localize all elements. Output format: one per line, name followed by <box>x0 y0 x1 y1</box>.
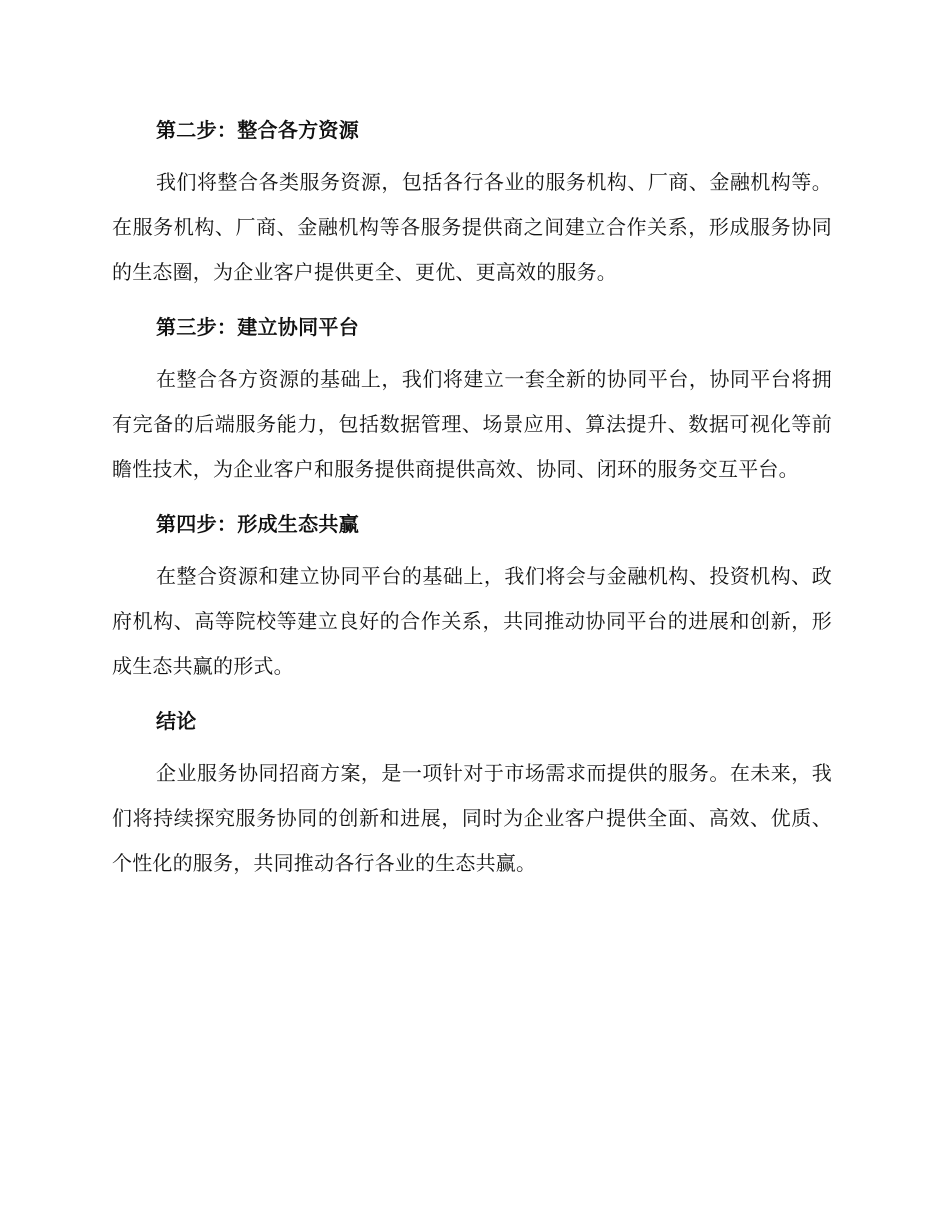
section-heading-conclusion: 结论 <box>156 709 197 733</box>
section-body-conclusion: 企业服务协同招商方案，是一项针对于市场需求而提供的服务。在未来，我们将持续探究服务协同的创新和进展，同时为企业客户提供全面、高效、优质、个性化的服务，共同推动各行各业的生态共赢。 <box>112 761 832 875</box>
document-content <box>112 112 832 900</box>
section-heading-step-two: 第二步：整合各方资源 <box>156 118 359 142</box>
section-body-step-three: 在整合各方资源的基础上，我们将建立一套全新的协同平台，协同平台将拥有完备的后端服务能力，包括数据管理、场景应用、算法提升、数据可视化等前瞻性技术，为企业客户和服务提供商提供高效、协同、闭环的服务交互平台。 <box>112 367 832 481</box>
section-body-step-four: 在整合资源和建立协同平台的基础上，我们将会与金融机构、投资机构、政府机构、高等院校等建立良好的合作关系，共同推动协同平台的进展和创新，形成生态共赢的形式。 <box>112 564 832 678</box>
section-heading-step-three: 第三步：建立协同平台 <box>156 315 359 339</box>
section-body-step-two: 我们将整合各类服务资源，包括各行各业的服务机构、厂商、金融机构等。在服务机构、厂商、金融机构等各服务提供商之间建立合作关系，形成服务协同的生态圈，为企业客户提供更全、更优、更高效的服务。 <box>112 170 832 284</box>
section-heading-step-four: 第四步：形成生态共赢 <box>156 512 359 536</box>
